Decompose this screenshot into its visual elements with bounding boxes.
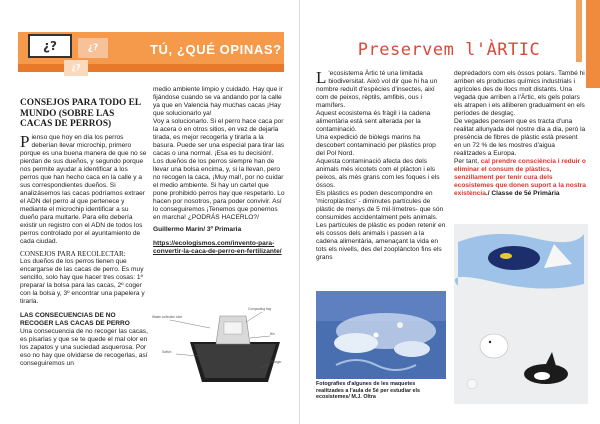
- right-column-2: [454, 70, 586, 198]
- arctic-paragraph-4: Aquesta contaminació afecta des dels animals més xicotets com el plàcton i els peixos, als més grans com les foques i els óssos.: [316, 158, 440, 189]
- arctic-paragraph-1: L 'ecosistema Àrtic té una limitada biodiversitat. Això vol dir que hi ha un nombre reduït d'espècies d'insectes, així com de peixos, rèptils, amfibis, ous i mamífers.: [316, 68, 438, 109]
- illustration-label-4: Switch: [162, 350, 172, 354]
- arctic-paragraph-7: depredadors com els óssos polars. També hi arriben els productes químics industrials i agrícoles des de llocs molt distants. Una vegada que arriben a l'Àrtic, els gels polars els atrapen i els alliberen gradualment en els períodes de desglaç.: [454, 70, 585, 117]
- model-figure-1: [397, 322, 403, 328]
- author-signature: Guillermo Marín/ 3º Primaria: [153, 226, 242, 233]
- arctic-paragraph-3: Una expedició de biòlegs marins ha descobert contaminació per plàstics prop del Pol Nord.: [316, 134, 436, 157]
- recolectar-heading: CONSEJOS PARA RECOLECTAR:: [20, 249, 126, 258]
- arctic-model-photo-1: [316, 291, 446, 379]
- col2-paragraph-2: Voy a solucionarlo. Si el perro hace caca por la acera o en otros sitios, en vez de dejarla tirada, es mejor recogerla y tirarla a la basura. Puede ser una especial para tirar las cacas o una normal. ¡Esa es tu decisión!.: [153, 118, 285, 157]
- illustration-label-1: Waste collection tube: [152, 315, 183, 319]
- illustration-label-2: Composting tray: [248, 307, 272, 311]
- arctic-paragraph-2: Aquest ecosistema és fràgil i la cadena alimentària està sent alterada per la contaminació.: [316, 110, 431, 133]
- model-whale-spot: [500, 253, 512, 259]
- arctic-model-photo-2: [454, 224, 588, 404]
- drop-cap: P: [20, 131, 30, 151]
- ice-piece-1: [334, 333, 378, 353]
- consecuencias-text: Una consecuencia de no recoger las cacas, es pisarlas y que se te quede el mal olor en los zapatos y una suciedad asquerosa. Por eso no hay que olvidarse de recogerlas, así conseguiremos un: [20, 327, 148, 367]
- model-snowball: [467, 379, 477, 389]
- left-column-2: [153, 86, 285, 256]
- question-mark-box-2: ¿?: [78, 38, 108, 58]
- seal-eye: [489, 341, 491, 343]
- illustration-label-5: Charger: [270, 360, 282, 364]
- callout-line-1: [170, 320, 210, 328]
- illustration-label-3: Bin: [270, 332, 275, 336]
- right-column-1: [316, 70, 446, 262]
- article-intro: Pienso que hoy en día los perros deberían llevar microchip, primero porque es una buena manera de que no se pierdan de sus dueños, y segundo porque nos permite ayudar a identificar a los perros que han hecho caca en la calle y a sus correspondientes dueños. Si analizásemos las cacas podríamos extraer el ADN del perro al que pertenece y mediante el microchip identificar a su dueño para multarle. Para ello debería existir un registro con el ADN de todos los perros controlado por el ayuntamiento de cada ciudad.: [20, 131, 147, 245]
- recolectar-text: Los dueños de los perros tienen que encargarse de las cacas de perro. Es muy sencillo, solo hay que hacer tres cosas: 1º preparar la bolsa para las cacas, 2º coger con la bolsa y, 3º encontrar una papelera y tirarla.: [20, 257, 145, 305]
- arctic-paragraph-6: Les partícules de plàstic es poden retenir en els cossos dels animals i passen a la cadena alimentària, amenaçant la vida en tots els nivells, des del zooplàncton fins els grans: [316, 222, 446, 261]
- arctic-paragraph-8: De vegades pensem que es tracta d'una realitat allunyada del nostre dia a dia, però la presència de fibres de plàstic està present en un 72 % de les mostres d'aigua realitzades a Europa.: [454, 118, 586, 157]
- source-link[interactable]: https://ecologismos.com/invento-para-convertir-la-caca-de-perro-en-fertilizante/: [153, 240, 282, 255]
- col2-paragraph-1: medio ambiente limpio y cuidado. Hay que ir fijándose cuando se va andando por la calle ya que en Valencia hay muchas cacas ¡Hay que solucionarlo ya!: [153, 86, 283, 117]
- model-seal: [480, 334, 508, 358]
- callout-line-2: [246, 312, 262, 322]
- section-title: TÚ, ¿QUÉ OPINAS?: [150, 42, 282, 57]
- consecuencias-heading: LAS CONSECUENCIAS DE NO RECOGER LAS CACAS DE PERRO: [20, 311, 130, 327]
- model-figure-2: [374, 333, 379, 338]
- arctic-paragraph-9: Per tant, cal prendre consciència i reduir o eliminar el consum de plàstics, senzillament per tenir cura dels ecosistemes que donen suport a la nostra existència./ Classe de 5é Primària: [454, 158, 586, 197]
- left-column-1: [20, 98, 148, 368]
- ice-piece-2: [394, 341, 430, 357]
- model-whale: [488, 246, 540, 270]
- device-window: [224, 322, 242, 334]
- header-band-shadow: [18, 64, 284, 72]
- callout-line-3: [250, 336, 270, 338]
- highlight-text: cal prendre consciència i reduir o eliminar el consum de plàstics, senzillament per tenir cura dels ecosistemes que donen suport a la nostra existència: [454, 158, 586, 197]
- article-title: Preservem l'ÀRTIC: [357, 40, 541, 60]
- arctic-paragraph-5: Els plàstics es poden descompondre en 'microplàstics' - diminutes partícules de plàstic de menys de 5 mil·límetres- que són consumides accidentalment pels animals.: [316, 190, 444, 221]
- col2-paragraph-3: Los dueños de los perros siempre han de llevar una bolsa encima, y, si la llevan, pero no recogen la caca, ¡Muy mal!, por no cuidar el medio ambiente. Si hay un cartel que pone prohibido perros hay que respetarlo. Lo hacen por nosotros, para poder convivir. Así lo conseguiremos ¡Tenemos que ponernos en marcha! ¿PODRÁS HACERLO?/: [153, 158, 285, 221]
- photo-caption: Fotografies d'algunes de les maquetes realitzades a l'aula de 5é per estudiar els ecosistemes/ M.J. Oltra: [316, 381, 421, 401]
- orca-patch: [534, 372, 550, 380]
- drop-cap-l: L: [316, 68, 327, 87]
- article-heading: CONSEJOS PARA TODO EL MUNDO (SOBRE LAS CACAS DE PERROS): [20, 98, 141, 129]
- dog-waste-device-illustration: [150, 298, 290, 398]
- device-base-inner: [194, 344, 276, 378]
- question-mark-box-1: ¿?: [28, 34, 72, 58]
- question-mark-box-3: ¿?: [64, 60, 88, 76]
